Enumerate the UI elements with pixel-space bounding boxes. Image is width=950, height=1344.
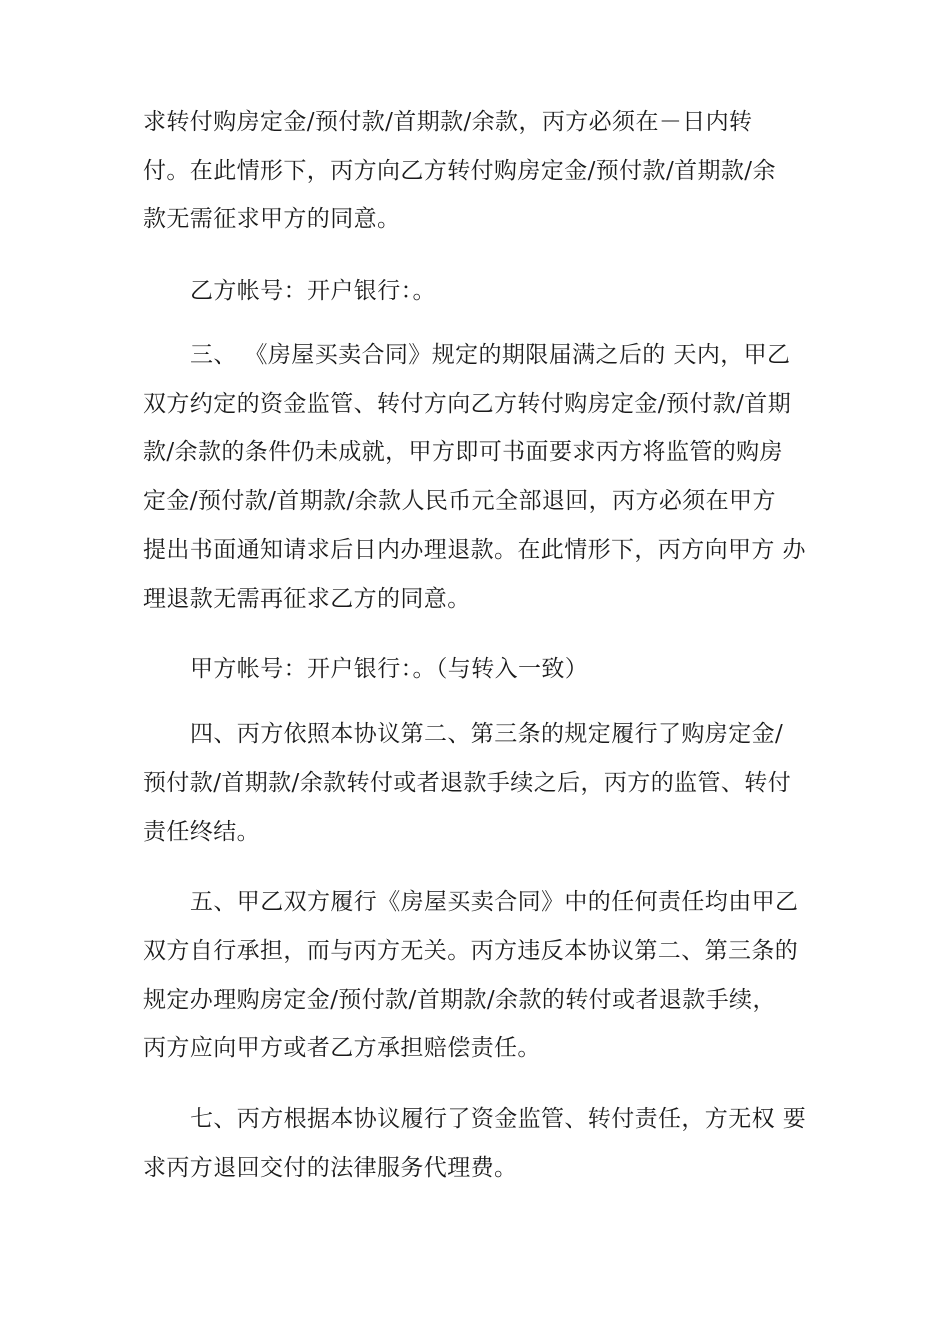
paragraph-1-line-1: 求转付购房定金/预付款/首期款/余款，丙方必须在－日内转: [143, 109, 753, 135]
clause-3-line-2: 双方约定的资金监管、转付方向乙方转付购房定金/预付款/首期: [143, 391, 792, 417]
clause-7-line-2: 求丙方退回交付的法律服务代理费。: [143, 1155, 518, 1181]
paragraph-1-line-2: 付。在此情形下，丙方向乙方转付购房定金/预付款/首期款/余: [143, 158, 776, 184]
clause-3-line-1: 三、 《房屋买卖合同》规定的期限届满之后的 天内，甲乙: [190, 342, 791, 368]
clause-5-line-1: 五、甲乙双方履行《房屋买卖合同》中的任何责任均由甲乙: [190, 889, 799, 915]
party-b-account-line: 乙方帐号：开户银行：。: [190, 278, 436, 304]
clause-5-line-3: 规定办理购房定金/预付款/首期款/余款的转付或者退款手续，: [143, 987, 776, 1013]
clause-3-line-4: 定金/预付款/首期款/余款人民币元全部退回，丙方必须在甲方: [143, 488, 776, 514]
clause-3-line-5: 提出书面通知请求后日内办理退款。在此情形下，丙方向甲方 办: [143, 537, 806, 563]
clause-7-line-1: 七、丙方根据本协议履行了资金监管、转付责任，方无权 要: [190, 1106, 807, 1132]
clause-4-line-1: 四、丙方依照本协议第二、第三条的规定履行了购房定金/: [190, 721, 784, 747]
clause-3-line-3: 款/余款的条件仍未成就，甲方即可书面要求丙方将监管的购房: [143, 439, 783, 465]
paragraph-1-line-3: 款无需征求甲方的同意。: [143, 206, 401, 232]
clause-5-line-4: 丙方应向甲方或者乙方承担赔偿责任。: [143, 1035, 541, 1061]
clause-5-line-2: 双方自行承担，而与丙方无关。丙方违反本协议第二、第三条的: [143, 938, 799, 964]
clause-3-line-6: 理退款无需再征求乙方的同意。: [143, 586, 471, 612]
clause-4-line-3: 责任终结。: [143, 819, 260, 845]
party-a-account-line: 甲方帐号：开户银行：。（与转入一致）: [190, 656, 589, 682]
clause-4-line-2: 预付款/首期款/余款转付或者退款手续之后，丙方的监管、转付: [143, 770, 792, 796]
